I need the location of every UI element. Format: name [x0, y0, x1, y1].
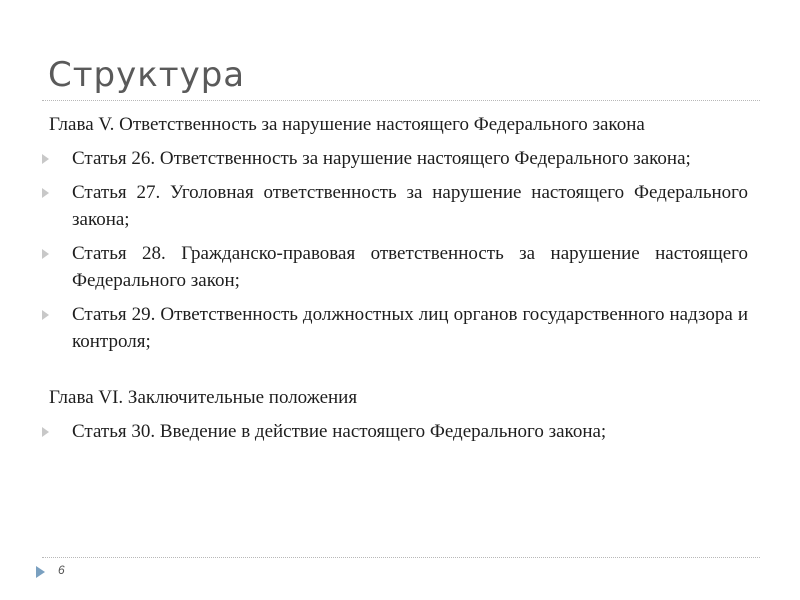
page-number: 6 — [58, 563, 65, 577]
triangle-bullet-icon — [42, 154, 49, 164]
list-item — [42, 179, 748, 233]
footer-arrow-icon — [36, 566, 45, 578]
chapter-heading: Глава VI. Заключительные положения — [49, 387, 358, 408]
triangle-bullet-icon — [42, 427, 49, 437]
list-item-text: Статья 30. Введение в действие настоящего Федерального закона; — [72, 421, 607, 442]
list-item — [42, 418, 748, 445]
title-divider — [42, 100, 760, 101]
slide-content — [42, 111, 748, 452]
list-item-text: Статья 26. Ответственность за нарушение настоящего Федерального закона; — [72, 148, 691, 169]
slide-title: Структура — [48, 55, 246, 95]
chapter-heading: Глава V. Ответственность за нарушение настоящего Федерального закона — [49, 114, 645, 135]
triangle-bullet-icon — [42, 310, 49, 320]
footer-divider — [42, 557, 760, 558]
list-item-text: Статья 27. Уголовная ответственность за нарушение настоящего Федерального закона; — [72, 182, 748, 230]
triangle-bullet-icon — [42, 249, 49, 259]
list-item-text: Статья 29. Ответственность должностных лиц органов государственного надзора и контроля; — [72, 304, 748, 352]
section-spacer — [42, 362, 748, 384]
triangle-bullet-icon — [42, 188, 49, 198]
list-item-text: Статья 28. Гражданско-правовая ответственность за нарушение настоящего Федерального закон; — [72, 243, 748, 291]
list-item — [42, 301, 748, 355]
list-item — [42, 145, 748, 172]
list-item — [42, 240, 748, 294]
